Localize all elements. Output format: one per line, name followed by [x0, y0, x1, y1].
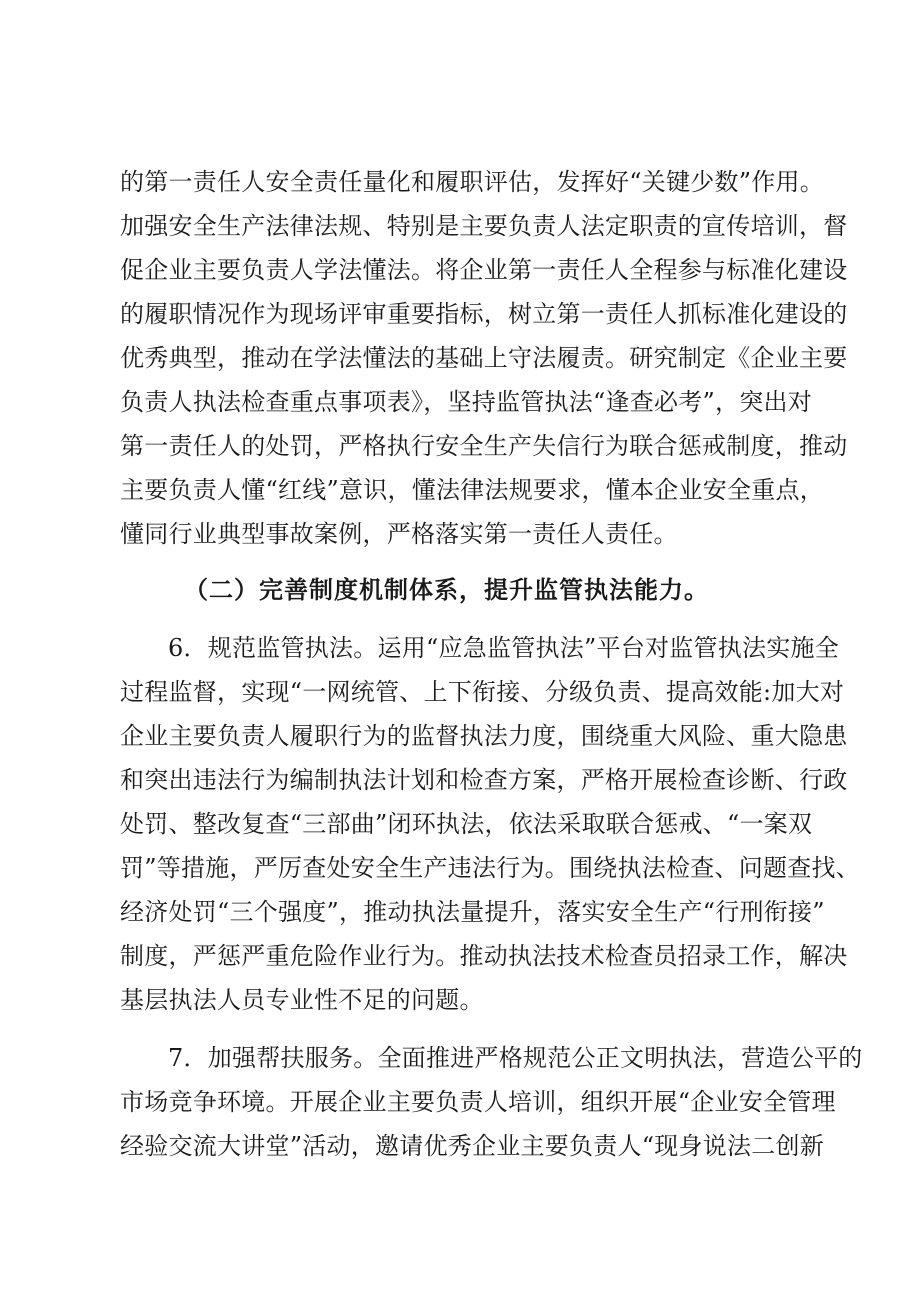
- paragraph-responsibility: [120, 160, 848, 556]
- text-line: 6．规范监管执法。运用“应急监管执法”平台对监管执法实施全: [168, 634, 840, 662]
- paragraph-assistance: [120, 1036, 863, 1168]
- text-line: 的履职情况作为现场评审重要指标，树立第一责任人抓标准化建设的: [120, 300, 848, 328]
- text-line: 主要负责人懂“红线”意识，懂法律法规要求，懂本企业安全重点，: [120, 476, 825, 504]
- text-line: 和突出违法行为编制执法计划和检查方案，严格开展检查诊断、行政: [120, 766, 848, 794]
- text-line: 罚”等措施，严厉查处安全生产违法行为。围绕执法检查、问题查找、: [120, 854, 861, 882]
- text-line: 制度，严惩严重危险作业行为。推动执法技术检查员招录工作，解决: [120, 942, 848, 970]
- text-line: 经济处罚“三个强度”，推动执法量提升，落实安全生产“行刑衔接”: [120, 898, 825, 926]
- text-line: 促企业主要负责人学法懂法。将企业第一责任人全程参与标准化建设: [120, 256, 848, 284]
- spacer: [120, 1022, 820, 1036]
- text-line: 基层执法人员专业性不足的问题。: [120, 986, 484, 1014]
- text-line: 第一责任人的处罚，严格执行安全生产失信行为联合惩戒制度，推动: [120, 432, 848, 460]
- spacer: [120, 556, 820, 568]
- section-heading: （二）完善制度机制体系，提升监管执法能力。: [184, 575, 709, 604]
- text-line: 处罚、整改复查“三部曲”闭环执法，依法采取联合惩戒、“一案双: [120, 810, 813, 838]
- document-body: [120, 160, 863, 1168]
- text-line: 加强安全生产法律法规、特别是主要负责人法定职责的宣传培训，督: [120, 212, 848, 240]
- spacer: [120, 612, 820, 626]
- text-line: 过程监督，实现“一网统管、上下衔接、分级负责、提高效能:加大对: [120, 678, 845, 706]
- text-line: 市场竞争环境。开展企业主要负责人培训，组织开展“企业安全管理: [120, 1088, 836, 1116]
- text-line: 懂同行业典型事故案例，严格落实第一责任人责任。: [120, 520, 678, 548]
- text-line: 优秀典型，推动在学法懂法的基础上守法履责。研究制定《企业主要: [120, 344, 848, 372]
- text-line: 7．加强帮扶服务。全面推进严格规范公正文明执法，营造公平的: [168, 1044, 863, 1072]
- text-line: 企业主要负责人履职行为的监督执法力度，围绕重大风险、重大隐患: [120, 722, 848, 750]
- text-line: 经验交流大讲堂”活动，邀请优秀企业主要负责人“现身说法二创新: [120, 1132, 825, 1160]
- paragraph-enforcement: [120, 626, 861, 1022]
- text-line: 的第一责任人安全责任量化和履职评估，发挥好“关键少数”作用。: [120, 168, 825, 196]
- text-line: 负责人执法检查重点事项表》，坚持监管执法“逢查必考”，突出对: [120, 388, 813, 416]
